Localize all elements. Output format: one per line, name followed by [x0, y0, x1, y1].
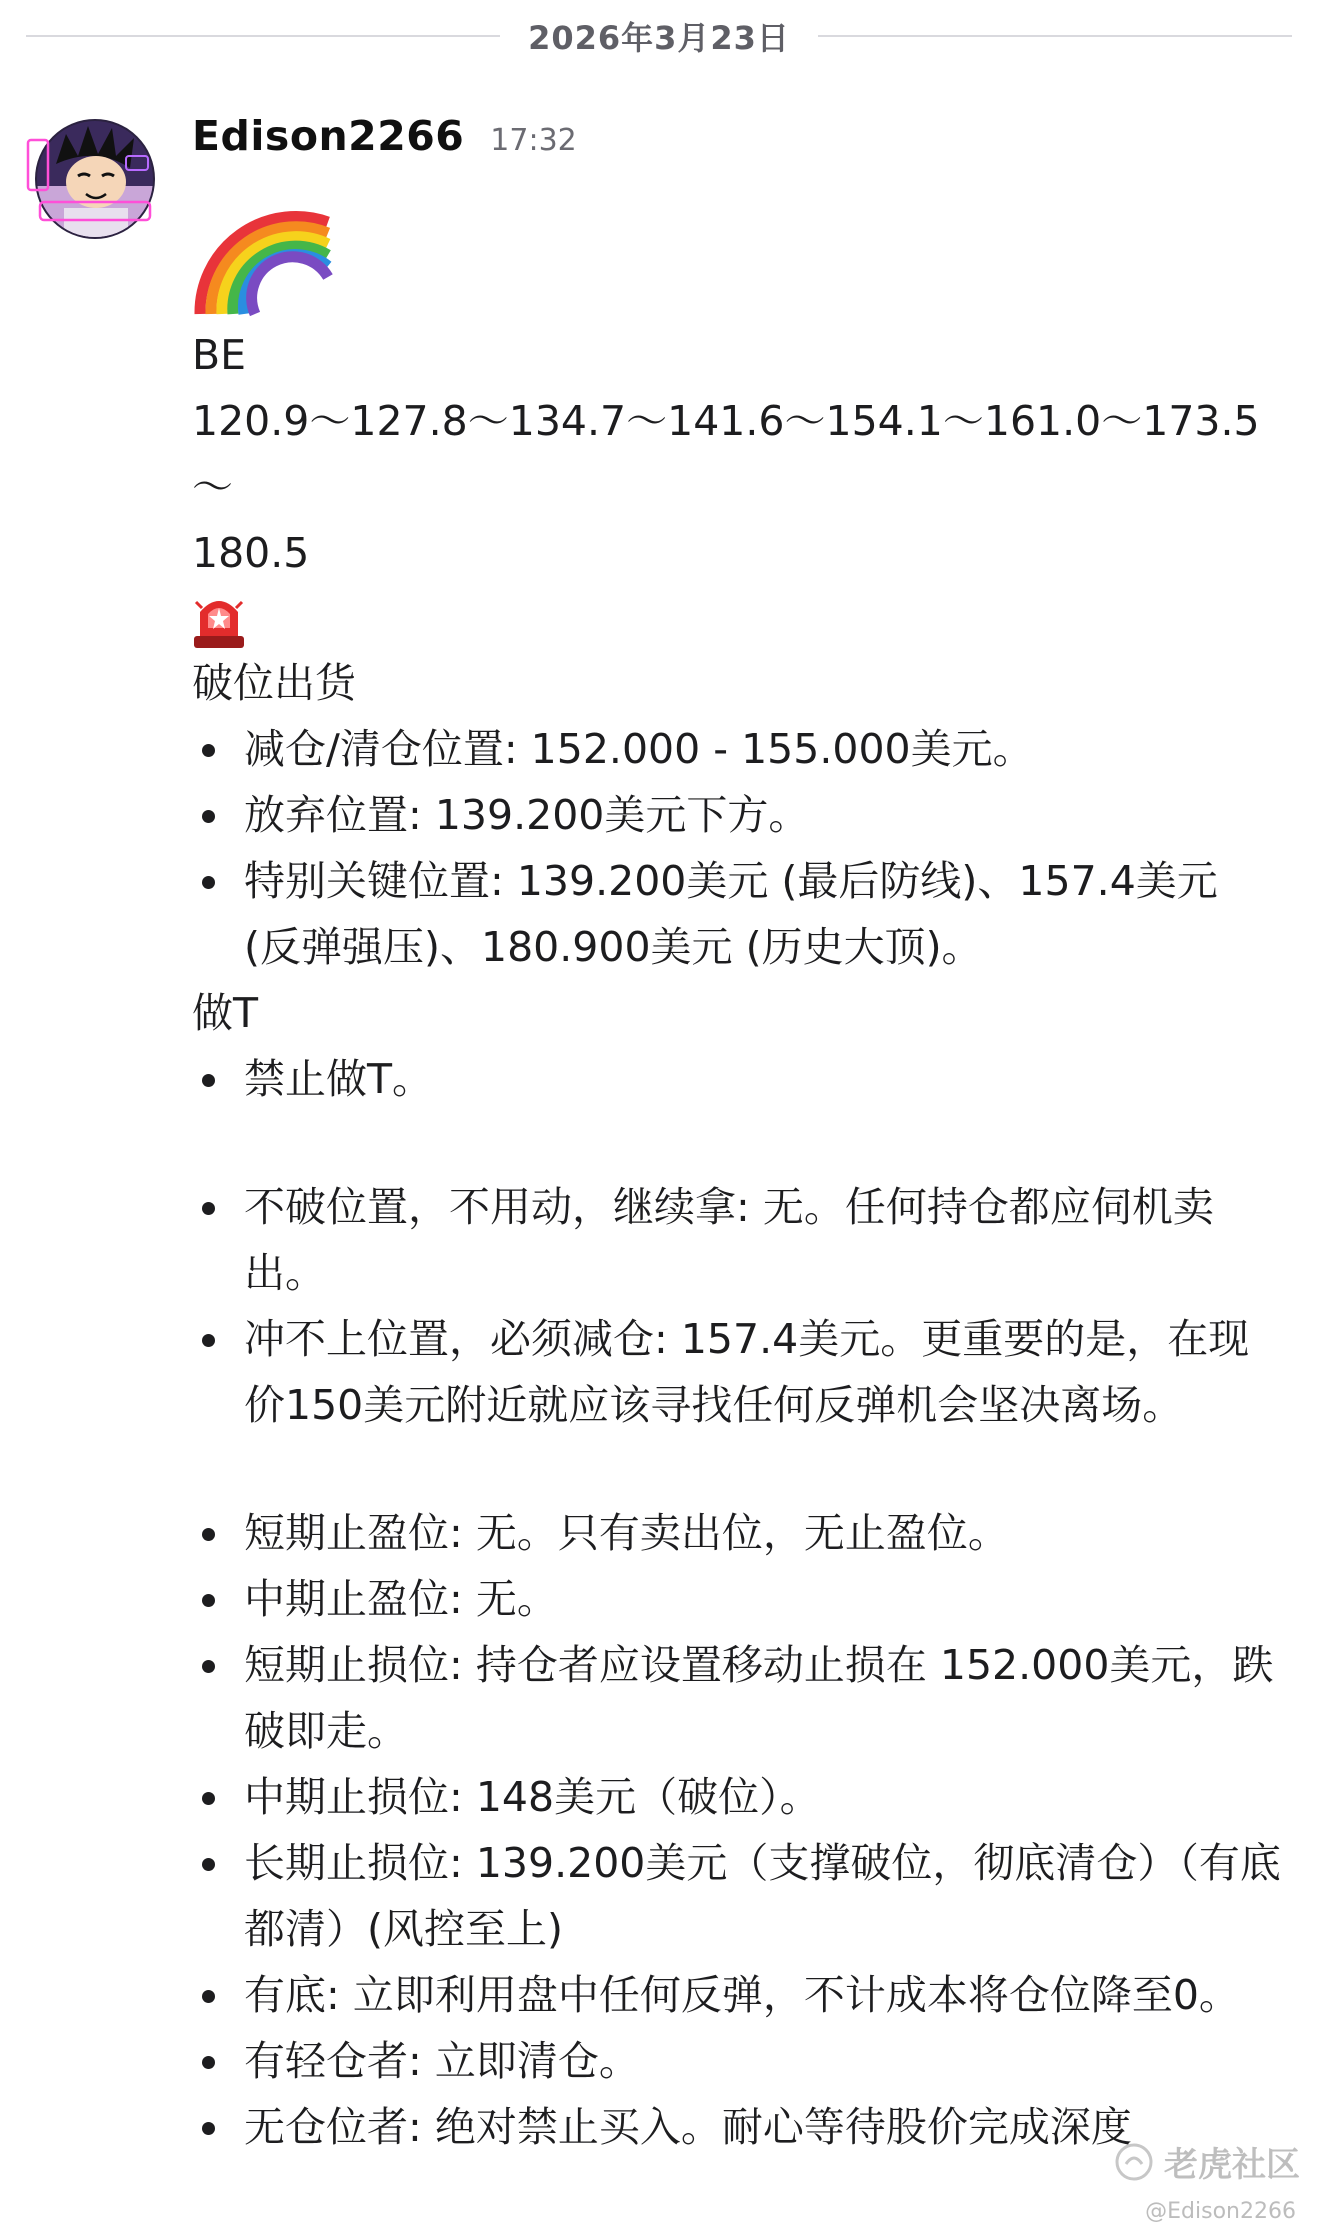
message-body: [192, 322, 1282, 2160]
user-avatar[interactable]: [26, 116, 164, 242]
t-bullet-list: [192, 1046, 1282, 1112]
divider-line-right: [818, 35, 1292, 37]
police-siren-emoji-icon: [192, 588, 246, 650]
date-divider: [26, 0, 1292, 72]
message-time: 17:32: [490, 123, 577, 158]
list-item: 长期止损位: 139.200美元（支撑破位，彻底清仓）（有底都清）(风控至上): [192, 1830, 1282, 1962]
watermark-brand: 老虎社区: [1164, 2145, 1300, 2185]
section-title-t: 做T: [192, 989, 259, 1037]
spacer: [192, 1438, 1282, 1500]
hold-bullet-list: [192, 1174, 1282, 1438]
list-item: 冲不上位置，必须减仓: 157.4美元。更重要的是，在现价150美元附近就应该寻找任何反弹机会坚决离场。: [192, 1306, 1282, 1438]
price-levels-line-1: 120.9～127.8～134.7～141.6～154.1～161.0～173.5～: [192, 397, 1260, 511]
list-item: 中期止损位: 148美元（破位）。: [192, 1764, 1282, 1830]
watermark-handle: @Edison2266: [1145, 2199, 1296, 2224]
rainbow-emoji-icon: [192, 176, 334, 318]
section-title-breakdown: 破位出货: [192, 659, 356, 707]
watermark: [1114, 2137, 1300, 2186]
ticker-symbol: BE: [192, 331, 247, 379]
list-item: 不破位置，不用动，继续拿: 无。任何持仓都应伺机卖出。: [192, 1174, 1282, 1306]
avatar-image: [26, 116, 164, 242]
divider-line-left: [26, 35, 500, 37]
list-item: 有底: 立即利用盘中任何反弹，不计成本将仓位降至0。: [192, 1962, 1282, 2028]
list-item: 无仓位者: 绝对禁止买入。耐心等待股价完成深度: [192, 2094, 1282, 2160]
list-item: 减仓/清仓位置: 152.000 - 155.000美元。: [192, 716, 1282, 782]
price-levels-line-2: 180.5: [192, 529, 310, 577]
username[interactable]: Edison2266: [192, 112, 465, 160]
breakdown-bullet-list: [192, 716, 1282, 980]
list-item: 中期止盈位: 无。: [192, 1566, 1282, 1632]
date-label: 2026年3月23日: [528, 19, 790, 57]
spacer: [192, 1112, 1282, 1174]
list-item: 特别关键位置: 139.200美元 (最后防线)、157.4美元 (反弹强压)、180.900美元 (历史大顶)。: [192, 848, 1282, 980]
list-item: 短期止盈位: 无。只有卖出位，无止盈位。: [192, 1500, 1282, 1566]
list-item: 有轻仓者: 立即清仓。: [192, 2028, 1282, 2094]
stop-bullet-list: [192, 1500, 1282, 2160]
list-item: 短期止损位: 持仓者应设置移动止损在 152.000美元，跌破即走。: [192, 1632, 1282, 1764]
list-item: 禁止做T。: [192, 1046, 1282, 1112]
message-header: [192, 112, 577, 176]
list-item: 放弃位置: 139.200美元下方。: [192, 782, 1282, 848]
tiger-community-logo-icon: [1114, 2142, 1154, 2182]
